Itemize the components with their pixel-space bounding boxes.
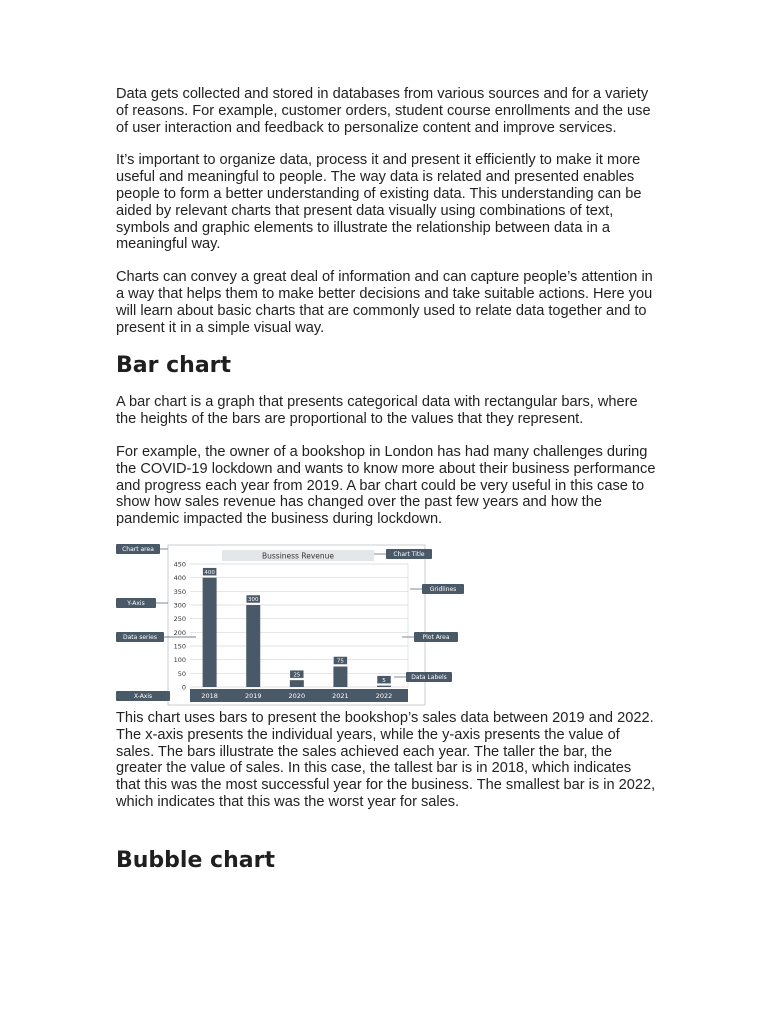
bar-chart-figure bbox=[116, 544, 476, 708]
x-tick-label: 2019 bbox=[244, 691, 262, 700]
callout-chart-title: Chart Title bbox=[393, 550, 425, 558]
x-tick-label: 2020 bbox=[288, 691, 306, 700]
bubble-chart-heading: Bubble chart bbox=[116, 847, 275, 873]
y-tick-label: 300 bbox=[173, 601, 186, 610]
bar bbox=[290, 680, 304, 687]
data-label: 300 bbox=[247, 597, 259, 604]
x-tick-label: 2018 bbox=[201, 691, 218, 700]
bar bbox=[203, 578, 217, 687]
y-tick-label: 350 bbox=[173, 587, 186, 596]
callout-data-series: Data series bbox=[122, 633, 158, 641]
callout-data-labels: Data Labels bbox=[411, 673, 447, 681]
x-tick-label: 2022 bbox=[375, 691, 393, 700]
bar-chart-paragraph-3: This chart uses bars to present the bookshop’s sales data between 2019 and 2022. The x-axis presents the individual years, while the y-axis presents the value of sales. The bars illustrate the sales achieved each year. The taller the bar, the greater the value of sales. In this case, the tallest bar is in 2018, which indicates that this was the most successful year for the business. The smallest bar is in 2022, which indicates that this was the worst year for sales. bbox=[116, 709, 656, 810]
callout-gridlines: Gridlines bbox=[429, 585, 457, 593]
intro-paragraph-3: Charts can convey a great deal of information and can capture people’s attention in a way that helps them to make better decisions and take suitable actions. Here you will learn about basic charts that are commonly used to relate data together and to present it in a simple visual way. bbox=[116, 269, 653, 336]
bar-chart-paragraph-1: A bar chart is a graph that presents categorical data with rectangular bars, where the heights of the bars are proportional to the values that they represent. bbox=[116, 394, 638, 428]
data-label: 25 bbox=[293, 672, 301, 679]
bar bbox=[333, 666, 347, 687]
y-tick-label: 450 bbox=[173, 560, 186, 569]
data-label: 75 bbox=[336, 658, 344, 665]
data-label: 5 bbox=[382, 677, 386, 684]
data-label: 400 bbox=[204, 569, 215, 576]
callout-y-axis: Y-Axis bbox=[127, 599, 145, 607]
intro-paragraph-2: It’s important to organize data, process it and present it efficiently to make it more useful and meaningful to people. The way data is related and presented enables people to form a better understanding of existing data. This understanding can be aided by relevant charts that present data visually using combinations of text, symbols and graphic elements to illustrate the relationship between data in a meaningful way. bbox=[116, 152, 642, 253]
chart-title: Bussiness Revenue bbox=[261, 551, 335, 561]
x-tick-label: 2021 bbox=[332, 691, 349, 700]
y-tick-label: 400 bbox=[173, 574, 186, 583]
bar bbox=[377, 686, 391, 687]
document-page bbox=[116, 86, 656, 889]
bar-chart bbox=[116, 544, 476, 708]
callout-plot-area: Plot Area bbox=[422, 633, 450, 641]
callout-x-axis: X-Axis bbox=[133, 692, 153, 700]
bar-chart-heading: Bar chart bbox=[116, 353, 232, 379]
y-tick-label: 0 bbox=[181, 683, 186, 692]
bar-chart-paragraph-2: For example, the owner of a bookshop in London has had many challenges during the COVID-19 lockdown and wants to know more about their business performance and progress each year from 2019. A bar chart could be very useful in this case to show how sales revenue has changed over the past few years and how the pandemic impacted the business during lockdown. bbox=[116, 443, 656, 528]
y-tick-label: 50 bbox=[177, 669, 186, 678]
bar bbox=[246, 605, 260, 687]
y-tick-label: 200 bbox=[173, 628, 186, 637]
y-tick-label: 100 bbox=[173, 656, 186, 665]
callout-chart-area: Chart area bbox=[122, 545, 154, 553]
intro-paragraph-1: Data gets collected and stored in databases from various sources and for a variety of reasons. For example, customer orders, student course enrollments and the use of user interaction and feedback to personalize content and improve services. bbox=[116, 86, 651, 136]
y-tick-label: 150 bbox=[173, 642, 186, 651]
y-tick-label: 250 bbox=[173, 615, 186, 624]
